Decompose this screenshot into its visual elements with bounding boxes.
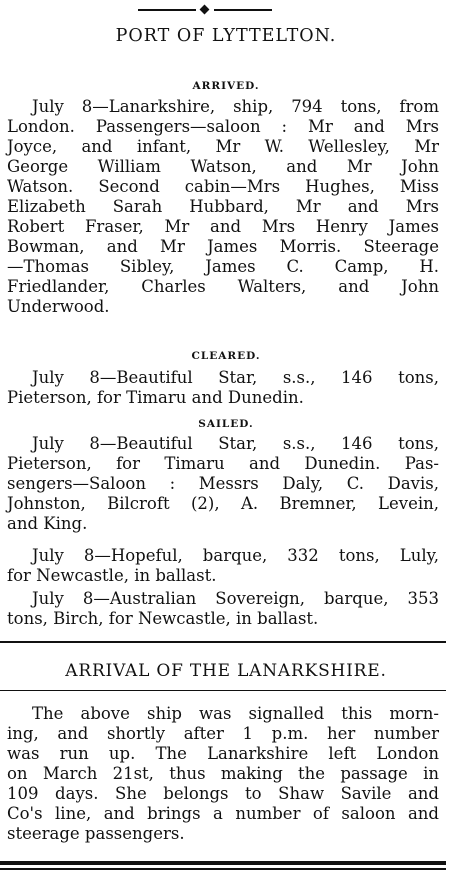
- bottom-double-rule-thick: [0, 861, 446, 865]
- ornament-bar-left: [138, 9, 196, 11]
- sailed-line: sengers—Saloon : Messrs Daly, C. Davis,: [7, 474, 439, 493]
- article-line: 109 days. She belongs to Shaw Savile and: [7, 784, 439, 803]
- sailed-line: Pieterson, for Timaru and Dunedin. Pas-: [7, 454, 439, 473]
- arrived-line: London. Passengers—saloon : Mr and Mrs: [7, 117, 439, 136]
- arrived-line: Underwood.: [7, 297, 110, 316]
- arrived-line: Bowman, and Mr James Morris. Steerage: [7, 237, 439, 256]
- article-line: ing, and shortly after 1 p.m. her number: [7, 724, 439, 743]
- article-line: steerage passengers.: [7, 824, 185, 843]
- sailed-line: July 8—Australian Sovereign, barque, 353: [32, 589, 439, 608]
- article-line: on March 21st, thus making the passage in: [7, 764, 439, 783]
- top-ornament-rule: [138, 6, 272, 14]
- article-title-rule: [0, 690, 446, 691]
- arrived-line: George William Watson, and Mr John: [7, 157, 439, 176]
- cleared-line: July 8—Beautiful Star, s.s., 146 tons,: [32, 368, 439, 387]
- arrived-line: Joyce, and infant, Mr W. Wellesley, Mr: [7, 137, 439, 156]
- arrived-line: Watson. Second cabin—Mrs Hughes, Miss: [7, 177, 439, 196]
- arrived-line: Elizabeth Sarah Hubbard, Mr and Mrs: [7, 197, 439, 216]
- arrived-line: Robert Fraser, Mr and Mrs Henry James: [7, 217, 439, 236]
- sailed-line: July 8—Hopeful, barque, 332 tons, Luly,: [32, 546, 439, 565]
- sailed-line: Johnston, Bilcroft (2), A. Bremner, Levein,: [7, 494, 439, 513]
- article-line: Co's line, and brings a number of saloon and: [7, 804, 439, 823]
- arrived-line: July 8—Lanarkshire, ship, 794 tons, from: [32, 97, 439, 116]
- sailed-line: tons, Birch, for Newcastle, in ballast.: [7, 609, 319, 628]
- arrival-article-title: ARRIVAL OF THE LANARKSHIRE.: [65, 661, 387, 681]
- arrived-line: —Thomas Sibley, James C. Camp, H.: [7, 257, 439, 276]
- port-heading: PORT OF LYTTELTON.: [115, 26, 337, 46]
- bottom-double-rule-thin: [0, 868, 446, 870]
- arrived-heading: ARRIVED.: [192, 80, 260, 92]
- arrived-line: Friedlander, Charles Walters, and John: [7, 277, 439, 296]
- diamond-ornament-icon: [200, 5, 210, 15]
- cleared-line: Pieterson, for Timaru and Dunedin.: [7, 388, 304, 407]
- article-line: The above ship was signalled this morn-: [32, 704, 439, 723]
- sailed-heading: SAILED.: [198, 418, 254, 430]
- article-line: was run up. The Lanarkshire left London: [7, 744, 439, 763]
- cleared-heading: CLEARED.: [191, 350, 261, 362]
- sailed-line: July 8—Beautiful Star, s.s., 146 tons,: [32, 434, 439, 453]
- section-separator: [0, 641, 446, 643]
- ornament-bar-right: [214, 9, 272, 11]
- sailed-line: and King.: [7, 514, 88, 533]
- sailed-line: for Newcastle, in ballast.: [7, 566, 217, 585]
